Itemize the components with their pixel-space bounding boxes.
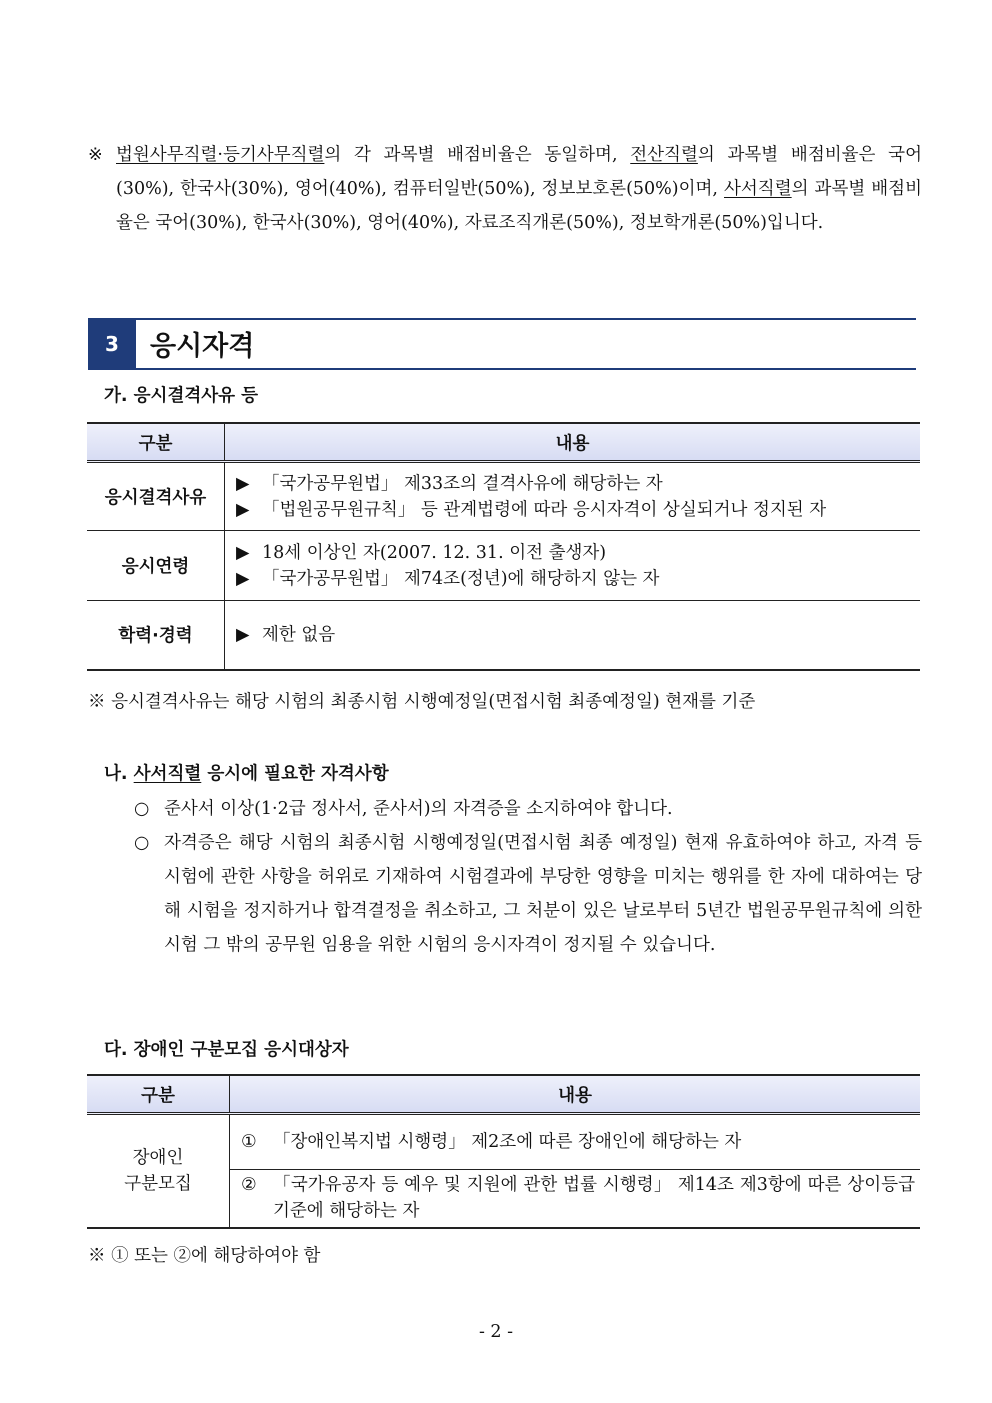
header-content: 내용 xyxy=(225,423,921,462)
item-text: 「장애인복지법 시행령」 제2조에 따른 장애인에 해당하는 자 xyxy=(273,1132,742,1152)
subsection-b-suffix: 응시에 필요한 자격사항 xyxy=(201,764,389,784)
item-text: 「법원공무원규칙」 등 관계법령에 따라 응시자격이 상실되거나 정지된 자 xyxy=(262,499,827,520)
disability-table xyxy=(87,1074,920,1229)
list-item xyxy=(134,826,922,962)
subsection-a-title: 가. 응시결격사유 등 xyxy=(104,386,259,406)
list-item xyxy=(226,540,919,566)
item-text: 18세 이상인 자(2007. 12. 31. 이전 출생자) xyxy=(262,542,607,563)
note-mark: ※ xyxy=(88,145,103,165)
eligibility-table xyxy=(87,422,920,671)
row-content xyxy=(225,531,921,601)
item-text: 준사서 이상(1·2급 정사서, 준사서)의 자격증을 소지하여야 합니다. xyxy=(164,799,673,819)
list-item xyxy=(231,1172,919,1224)
note-part: 전산직렬 xyxy=(630,145,698,165)
subsection-b-title xyxy=(104,760,389,785)
table-row xyxy=(87,531,920,601)
header-category: 구분 xyxy=(87,423,225,462)
subsection-c-title: 다. 장애인 구분모집 응시대상자 xyxy=(104,1040,349,1060)
list-item xyxy=(231,1129,919,1155)
row-label: 응시연령 xyxy=(87,531,225,601)
table-header-row xyxy=(87,1075,920,1114)
circle-icon: ○ xyxy=(134,833,150,853)
item-text: 「국가공무원법」 제33조의 결격사유에 해당하는 자 xyxy=(262,473,663,494)
list-item xyxy=(226,471,919,497)
weighting-note xyxy=(88,138,922,240)
item-text: 제한 없음 xyxy=(262,624,336,645)
table-row xyxy=(87,1114,920,1170)
row-label: 응시결격사유 xyxy=(87,462,225,531)
subsection-b-prefix: 나. xyxy=(104,764,134,784)
table-row xyxy=(87,462,920,531)
weighting-note-text xyxy=(116,138,922,240)
arrow-icon: ▶ xyxy=(236,542,250,563)
list-item xyxy=(226,566,919,592)
table-row xyxy=(87,601,920,670)
row-content xyxy=(230,1170,921,1228)
list-item xyxy=(134,792,922,826)
row-content xyxy=(225,462,921,531)
row-label xyxy=(87,1114,230,1228)
section-heading xyxy=(88,318,916,370)
note-part: 의 과목별 배점비율은 국어(30%), 한국사(30%), 영어(40%), 컴퓨터일반(50%), 정보보호론(50%)이며, xyxy=(116,145,922,199)
note-part: 의 과목별 배점비율은 국어(30%), 한국사(30%), 영어(40%), 자료조직개론(50%), 정보학개론(50%)입니다. xyxy=(116,179,922,233)
header-content: 내용 xyxy=(230,1075,921,1114)
item-text: 「국가유공자 등 예우 및 지원에 관한 법률 시행령」 제14조 제3항에 따른 상이등급기준에 해당하는 자 xyxy=(273,1175,915,1222)
arrow-icon: ▶ xyxy=(236,499,250,520)
list-item xyxy=(226,622,919,648)
subsection-b-underlined: 사서직렬 xyxy=(133,764,202,784)
disability-note: ※ ① 또는 ②에 해당하여야 함 xyxy=(88,1246,321,1266)
row-content xyxy=(225,601,921,670)
circle-icon: ○ xyxy=(134,799,150,819)
qualification-list xyxy=(134,792,922,962)
section-title: 응시자격 xyxy=(150,331,255,362)
section-number: 3 xyxy=(88,320,136,368)
number-marker: ① xyxy=(241,1132,257,1152)
note-part: 의 각 과목별 배점비율은 동일하며, xyxy=(324,145,631,165)
item-text: 「국가공무원법」 제74조(정년)에 해당하지 않는 자 xyxy=(262,568,660,589)
list-item xyxy=(226,497,919,523)
page-number: - 2 - xyxy=(478,1322,514,1342)
arrow-icon: ▶ xyxy=(236,473,250,494)
row-label-line: 구분모집 xyxy=(124,1173,192,1194)
note-part: 법원사무직렬·등기사무직렬 xyxy=(116,145,325,165)
arrow-icon: ▶ xyxy=(236,624,250,645)
item-text: 자격증은 해당 시험의 최종시험 시행예정일(면접시험 최종 예정일) 현재 유효하여야 하고, 자격 등 시험에 관한 사항을 허위로 기재하여 시험결과에 부당한 영향을 미치는 행위를 한 자에 대하여는 당해 시험을 정지하거나 합격결정을 취소하고, 그 처분이 있은 날로부터 5년간 법원공무원규칙에 의한 시험 그 밖의 공무원 임용을 위한 시험의 응시자격이 정지될 수 있습니다. xyxy=(164,833,922,955)
row-label: 학력·경력 xyxy=(87,601,225,670)
row-label-line: 장애인 xyxy=(132,1147,184,1168)
disqualification-note: ※ 응시결격사유는 해당 시험의 최종시험 시행예정일(면접시험 최종예정일) 현재를 기준 xyxy=(88,692,756,712)
number-marker: ② xyxy=(241,1175,257,1196)
note-part: 사서직렬 xyxy=(724,179,792,199)
table-header-row xyxy=(87,423,920,462)
header-category: 구분 xyxy=(87,1075,230,1114)
row-content xyxy=(230,1114,921,1170)
arrow-icon: ▶ xyxy=(236,568,250,589)
